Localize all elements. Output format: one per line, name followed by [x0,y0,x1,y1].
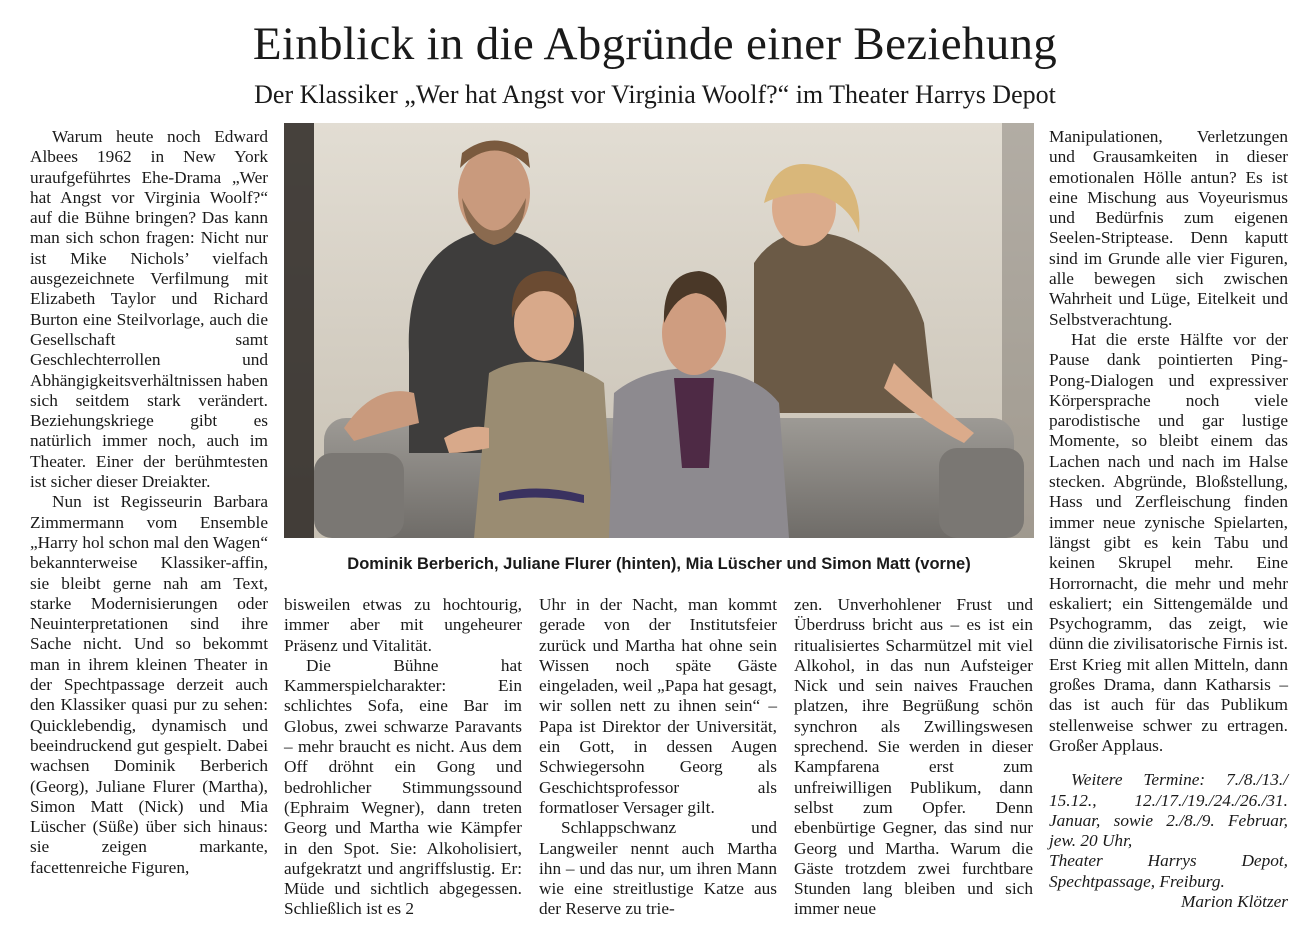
article-column-3 [539,595,777,920]
article-paragraph: Nun ist Regisseurin Barbara Zimmermann vom Ensemble „Harry hol schon mal den Wagen“ bekannterweise Klassiker-affin, sie bleibt gerne nah am Text, starke Modernisierungen oder Neuinterpretationen sind ihre Sache nicht. Und so bekommt man in ihrem kleinen Theater in der Spechtpassage derzeit auch den Klassiker quasi pur zu sehen: Quicklebendig, dynamisch und beeindruckend gut gespielt. Dabei wachsen Dominik Berberich (Georg), Juliane Flurer (Martha), Simon Matt (Nick) und Mia Lüscher (Süße) über sich hinaus: sie zeigen markante, facettenreiche Figuren, [30,492,268,877]
event-dates: Weitere Termine: 7./8./13./ 15.12., 12./17./19./24./26./31. Januar, sowie 2./8./9. Februar, jew. 20 Uhr, [1049,770,1288,851]
article-paragraph: Hat die erste Hälfte vor der Pause dank pointierten Ping-Pong-Dialogen und expressiver Körpersprache noch viele parodistische und gar lustige Momente, so bleibt einem das Lachen nach und nach im Halse stecken. Abgründe, Bloßstellung, Hass und Zerfleischung finden immer neue zynische Spielarten, längst gibt es kein Tabu und keinen Skrupel mehr. Eine Horrornacht, die mehr und mehr eskaliert; ein Sittengemälde und Psychogramm, das zeigt, wie dünn die zivilisatorische Firnis ist. Erst Krieg mit allen Mitteln, dann großes Drama, dann Katharsis – das ist auch für das Publikum stellenweise schwer zu ertragen. Großer Applaus. [1049,329,1288,755]
article-photo [284,123,1034,538]
event-venue: Theater Harrys Depot, Spechtpassage, Freiburg. [1049,851,1288,891]
article-column-1 [30,127,268,878]
article-column-5 [1049,127,1288,912]
article-paragraph: bisweilen etwas zu hochtourig, immer aber mit ungeheurer Präsenz und Vitalität. [284,595,522,655]
photo-caption: Dominik Berberich, Juliane Flurer (hinten), Mia Lüscher und Simon Matt (vorne) [347,555,971,573]
article-column-2 [284,595,522,920]
article-author: Marion Klötzer [1180,891,1288,911]
article-column-4 [794,595,1033,920]
article-paragraph: Uhr in der Nacht, man kommt gerade von der Institutsfeier zurück und Martha hat ohne sein Wissen noch späte Gäste eingeladen, weil „Papa hat gesagt, wir sollen nett zu ihnen sein“ – Papa ist Direktor der Universität, ein Gott, in dessen Augen Schwiegersohn Georg als Geschichtsprofessor als formatloser Versager gilt. [539,595,777,817]
theater-photo-illustration [284,123,1034,538]
article-paragraph: zen. Unverhohlener Frust und Überdruss bricht aus – es ist ein ritualisiertes Scharmützel mit viel Alkohol, in das nun Aufsteiger Nick und sein naives Frauchen platzen, ihre Begrüßung schön synchron als Zwillingswesen sprechend. Sie werden in dieser Kampfarena erst zum unfreiwilligen Publikum, dann selbst zum Opfer. Denn ebenbürtige Gegner, das sind nur Georg und Martha. Warum die Gäste trotzdem zwei furchtbare Stunden lang bleiben und sich immer neue [794,595,1033,919]
article-paragraph: Schlappschwanz und Langweiler nennt auch Martha ihn – und das nur, um ihren Mann wie eine streitlustige Katze aus der Reserve zu trie- [539,818,777,919]
headline: Einblick in die Abgründe einer Beziehung [252,18,1058,70]
subheadline: Der Klassiker „Wer hat Angst vor Virginia Woolf?“ im Theater Harrys Depot [254,80,1056,109]
article-paragraph: Manipulationen, Verletzungen und Grausamkeiten in dieser emotionalen Hölle antun? Es ist eine Mischung aus Voyeurismus und Bedürfnis zum eigenen Seelen-Striptease. Denn kaputt sind im Grunde alle vier Figuren, alle bewegen sich zwischen Wahrheit und Lüge, Eitelkeit und Selbstverachtung. [1049,127,1288,329]
article-paragraph: Warum heute noch Edward Albees 1962 in New York uraufgeführtes Ehe-Drama „Wer hat Angst vor Virginia Woolf?“ auf die Bühne bringen? Das kann man sich schon fragen: Nicht nur ist Mike Nichols’ vielfach ausgezeichnete Verfilmung mit Elizabeth Taylor und Richard Burton eine Steilvorlage, auch die Gesellschaft samt Geschlechterrollen und Abhängigkeitsverhältnissen haben sich seitdem stark verändert. Beziehungskriege gibt es natürlich immer noch, auch im Theater. Einer der berühmtesten ist sicher dieser Dreiakter. [30,127,268,492]
article-paragraph: Die Bühne hat Kammerspielcharakter: Ein schlichtes Sofa, eine Bar im Globus, zwei schwarze Paravants – mehr braucht es nicht. Aus dem Off dröhnt ein Gong und bedrohlicher Stimmungssound (Ephraim Wegner), dann treten Georg und Martha wie Kämpfer in den Spot. Sie: Alkoholisiert, aufgekratzt und angriffslustig. Er: Müde und sichtlich abgegessen. Schließlich ist es 2 [284,655,522,919]
